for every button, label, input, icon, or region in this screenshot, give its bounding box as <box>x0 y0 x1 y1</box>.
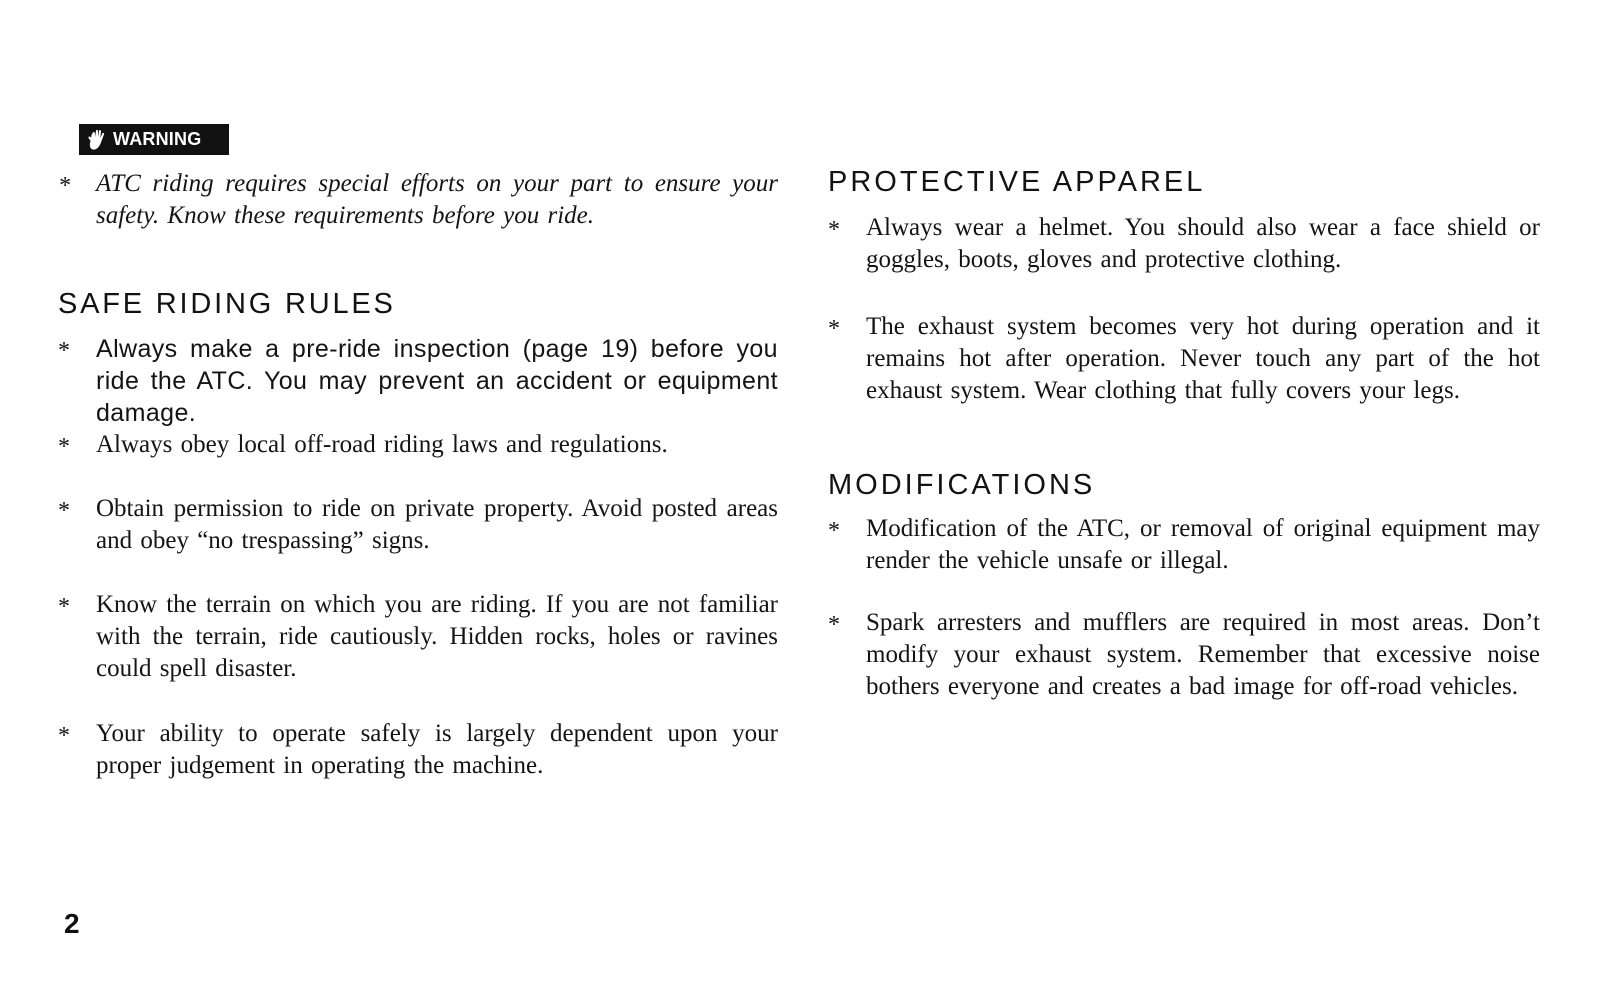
warning-badge <box>79 124 229 155</box>
safe-rule-text: Always obey local off-road riding laws and regulations. <box>96 431 668 458</box>
safe-rule-item <box>58 429 778 463</box>
protective-apparel-title: PROTECTIVE APPAREL <box>828 166 1206 198</box>
bullet-marker: * <box>828 316 840 342</box>
safe-rule-item <box>58 493 778 557</box>
bullet-marker: * <box>58 723 70 749</box>
safe-rule-text: Always make a pre-ride inspection (page 19) before you ride the ATC. You may prevent an accident or equipment damage. <box>96 335 778 427</box>
modification-item <box>828 513 1540 577</box>
safe-rule-item <box>58 589 778 685</box>
protective-item <box>828 212 1540 276</box>
safe-rule-item <box>58 333 778 429</box>
hand-icon <box>87 129 107 151</box>
modification-text: Spark arresters and mufflers are required in most areas. Don’t modify your exhaust system. Remember that excessive noise bothers everyone and creates a bad image for off-road vehicles. <box>866 609 1540 700</box>
warning-badge-label: WARNING <box>113 129 202 149</box>
modification-item <box>828 607 1540 703</box>
bullet-marker: * <box>828 612 840 638</box>
page-number: 2 <box>64 908 80 939</box>
bullet-marker: * <box>828 217 840 243</box>
protective-text: The exhaust system becomes very hot during operation and it remains hot after operation. Never touch any part of the hot exhaust system. Wear clothing that fully covers your legs. <box>866 313 1540 404</box>
bullet-marker: * <box>58 338 70 364</box>
safe-rule-text: Obtain permission to ride on private property. Avoid posted areas and obey “no trespassing” signs. <box>96 495 778 554</box>
bullet-marker: * <box>58 173 70 199</box>
warning-item <box>58 168 778 232</box>
modifications-title: MODIFICATIONS <box>828 469 1096 501</box>
protective-text: Always wear a helmet. You should also wear a face shield or goggles, boots, gloves and protective clothing. <box>866 214 1540 273</box>
protective-item <box>828 311 1540 407</box>
safe-riding-rules-title: SAFE RIDING RULES <box>58 288 396 320</box>
bullet-marker: * <box>58 498 70 524</box>
safe-rule-text: Your ability to operate safely is largely dependent upon your proper judgement in operating the machine. <box>96 720 778 779</box>
bullet-marker: * <box>828 518 840 544</box>
safe-rule-item <box>58 718 778 782</box>
scan-artifact <box>325 89 326 90</box>
bullet-marker: * <box>58 594 70 620</box>
bullet-marker: * <box>58 434 70 460</box>
safe-rule-text: Know the terrain on which you are riding. If you are not familiar with the terrain, ride cautiously. Hidden rocks, holes or ravines could spell disaster. <box>96 591 778 682</box>
modification-text: Modification of the ATC, or removal of original equipment may render the vehicle unsafe or illegal. <box>866 515 1540 574</box>
warning-text: ATC riding requires special efforts on your part to ensure your safety. Know these requirements before you ride. <box>96 170 778 229</box>
